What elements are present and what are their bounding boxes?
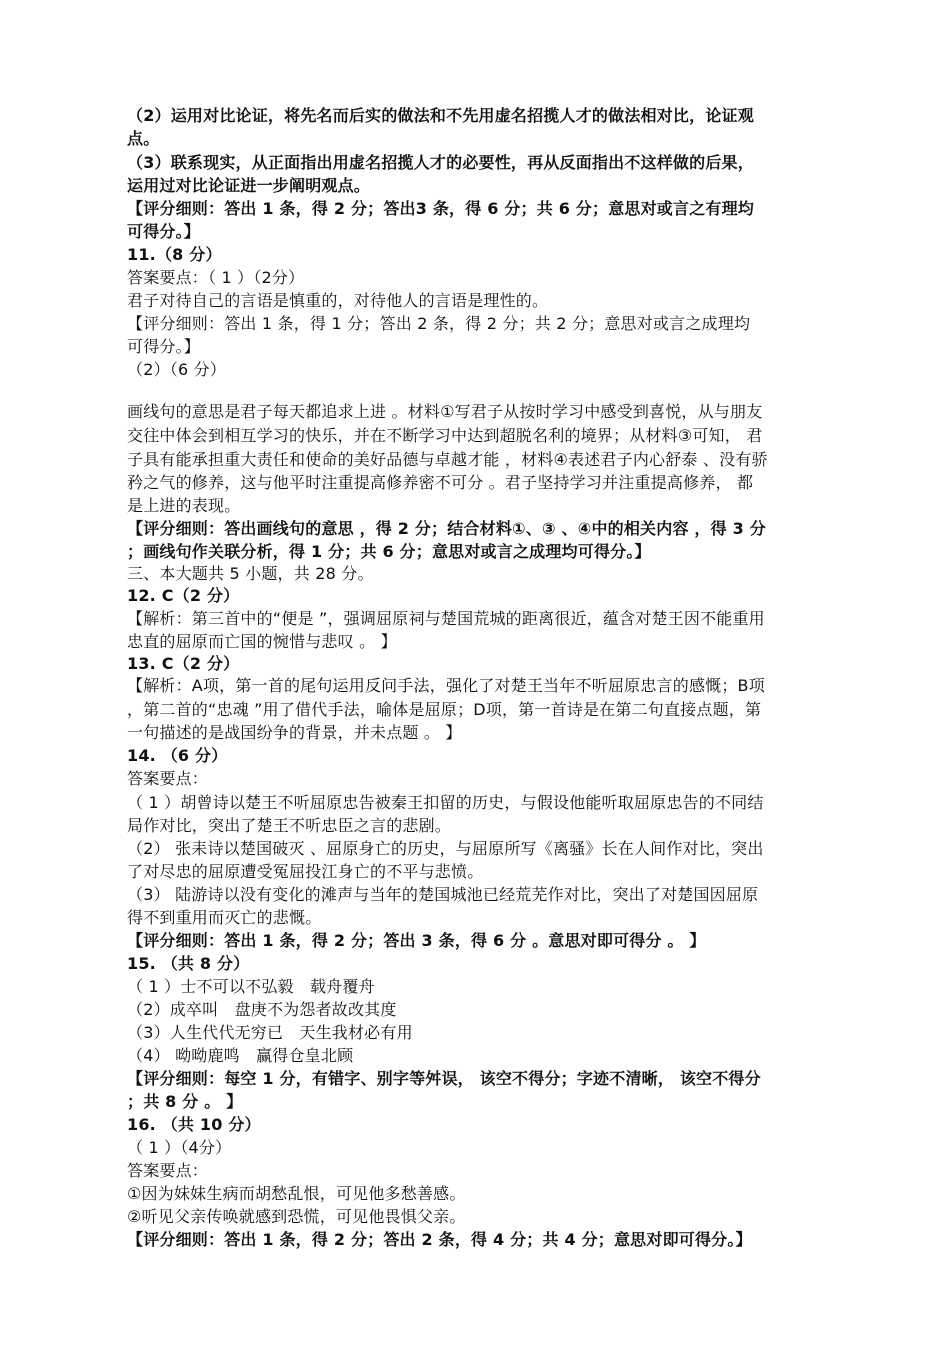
text-line: （2）（6 分） bbox=[127, 360, 227, 379]
text-line: ①因为妹妹生病而胡愁乱恨，可见他多愁善感。 bbox=[127, 1184, 466, 1203]
scoring-rule: 【评分细则：答出画线句的意思 ，得 2 分；结合材料①、③ 、④中的相关内容 ，得 3 分 bbox=[127, 519, 766, 538]
question-heading: 11.（8 分） bbox=[127, 245, 222, 264]
text-line: （ 1 ）（4分） bbox=[127, 1138, 232, 1157]
scoring-rule: 【评分细则：每空 1 分，有错字、别字等舛误， 该空不得分；字迹不清晰， 该空不得分 bbox=[127, 1069, 761, 1088]
text-line: ，第二首的“忠魂 ”用了借代手法，喻体是屈原；D项，第一首诗是在第二句直接点题，第 bbox=[127, 700, 762, 719]
question-heading: 13. C（2 分） bbox=[127, 654, 240, 673]
text-line: 答案要点： bbox=[127, 769, 209, 788]
text-line: 运用过对比论证进一步阐明观点。 bbox=[127, 176, 371, 195]
text-line: （4） 呦呦鹿鸣 赢得仓皇北顾 bbox=[127, 1046, 354, 1065]
text-line: 矜之气的修养，这与他平时注重提高修养密不可分 。君子坚持学习并注重提高修养， 都 bbox=[127, 473, 754, 492]
text-line: 忠直的屈原而亡国的惋惜与悲叹 。 】 bbox=[127, 632, 397, 651]
scoring-rule: 【评分细则：答出 1 条，得 2 分；答出 3 条，得 6 分 。意思对即可得分 。 】 bbox=[127, 931, 706, 950]
scoring-rule: 【评分细则：答出 1 条，得 2 分；答出3 条，得 6 分；共 6 分；意思对或言之有理均 bbox=[127, 199, 754, 218]
text-line: 交往中体会到相互学习的快乐，并在不断学习中达到超脱名利的境界；从材料③可知， 君 bbox=[127, 426, 763, 445]
text-line: （2）运用对比论证，将先名而后实的做法和不先用虚名招揽人才的做法相对比，论证观 bbox=[127, 106, 754, 125]
text-line: （3） 陆游诗以没有变化的滩声与当年的楚国城池已经荒芜作对比，突出了对楚国因屈原 bbox=[127, 885, 759, 904]
text-line: 是上进的表现。 bbox=[127, 496, 241, 515]
question-heading: 15. （共 8 分） bbox=[127, 954, 250, 973]
text-line: 【解析：第三首中的“便是 ”，强调屈原祠与楚国荒城的距离很近，蕴含对楚王因不能重用 bbox=[127, 609, 765, 628]
text-line: 局作对比，突出了楚王不听忠臣之言的悲剧。 bbox=[127, 816, 452, 835]
question-heading: 16. （共 10 分） bbox=[127, 1115, 261, 1134]
question-heading: 14. （6 分） bbox=[127, 746, 228, 765]
text-line: 了对尽忠的屈原遭受冤屈投江身亡的不平与悲愤。 bbox=[127, 862, 484, 881]
text-line: 子具有能承担重大责任和使命的美好品德与卓越才能 ，材料④表述君子内心舒泰 、没有骄 bbox=[127, 450, 768, 469]
text-line: （2）成卒叫 盘庚不为怨者故改其度 bbox=[127, 1000, 397, 1019]
scoring-rule: 可得分。】 bbox=[127, 222, 201, 241]
text-line: 一句描述的是战国纷争的背景，并未点题 。 】 bbox=[127, 723, 462, 742]
scoring-rule: 【评分细则：答出 1 条，得 2 分；答出 2 条，得 4 分；共 4 分；意思对即可得分。】 bbox=[127, 1230, 752, 1249]
scoring-rule: 可得分。】 bbox=[127, 337, 201, 356]
text-line: 君子对待自己的言语是慎重的，对待他人的言语是理性的。 bbox=[127, 291, 549, 310]
text-line: （ 1 ）胡曾诗以楚王不听屈原忠告被秦王扣留的历史，与假设他能听取屈原忠告的不同结 bbox=[127, 793, 764, 812]
text-line: （ 1 ）士不可以不弘毅 载舟覆舟 bbox=[127, 977, 375, 996]
text-line: 点。 bbox=[127, 129, 160, 148]
question-heading: 12. C（2 分） bbox=[127, 586, 240, 605]
text-line: 答案要点：（ 1 ）（2分） bbox=[127, 268, 305, 287]
section-heading: 三、本大题共 5 小题，共 28 分。 bbox=[127, 564, 374, 583]
text-line: ②听见父亲传唤就感到恐慌，可见他畏惧父亲。 bbox=[127, 1207, 466, 1226]
text-line: 答案要点： bbox=[127, 1161, 209, 1180]
scoring-rule: ；共 8 分 。 】 bbox=[127, 1092, 243, 1111]
scoring-rule: ；画线句作关联分析，得 1 分；共 6 分；意思对或言之成理均可得分。】 bbox=[127, 542, 651, 561]
scoring-rule: 【评分细则：答出 1 条，得 1 分；答出 2 条，得 2 分；共 2 分；意思对或言之成理均 bbox=[127, 314, 751, 333]
text-line: （3）联系现实，从正面指出用虚名招揽人才的必要性，再从反面指出不这样做的后果， bbox=[127, 153, 754, 172]
text-line: 【解析：A项，第一首的尾句运用反问手法，强化了对楚王当年不听屈原忠言的感慨；B项 bbox=[127, 676, 765, 695]
text-line: （3）人生代代无穷已 天生我材必有用 bbox=[127, 1023, 413, 1042]
text-line: 画线句的意思是君子每天都追求上进 。材料①写君子从按时学习中感受到喜悦，从与朋友 bbox=[127, 402, 763, 421]
text-line: （2） 张耒诗以楚国破灭 、屈原身亡的历史，与屈原所写《离骚》长在人间作对比，突出 bbox=[127, 839, 764, 858]
text-line: 得不到重用而灭亡的悲慨。 bbox=[127, 908, 322, 927]
